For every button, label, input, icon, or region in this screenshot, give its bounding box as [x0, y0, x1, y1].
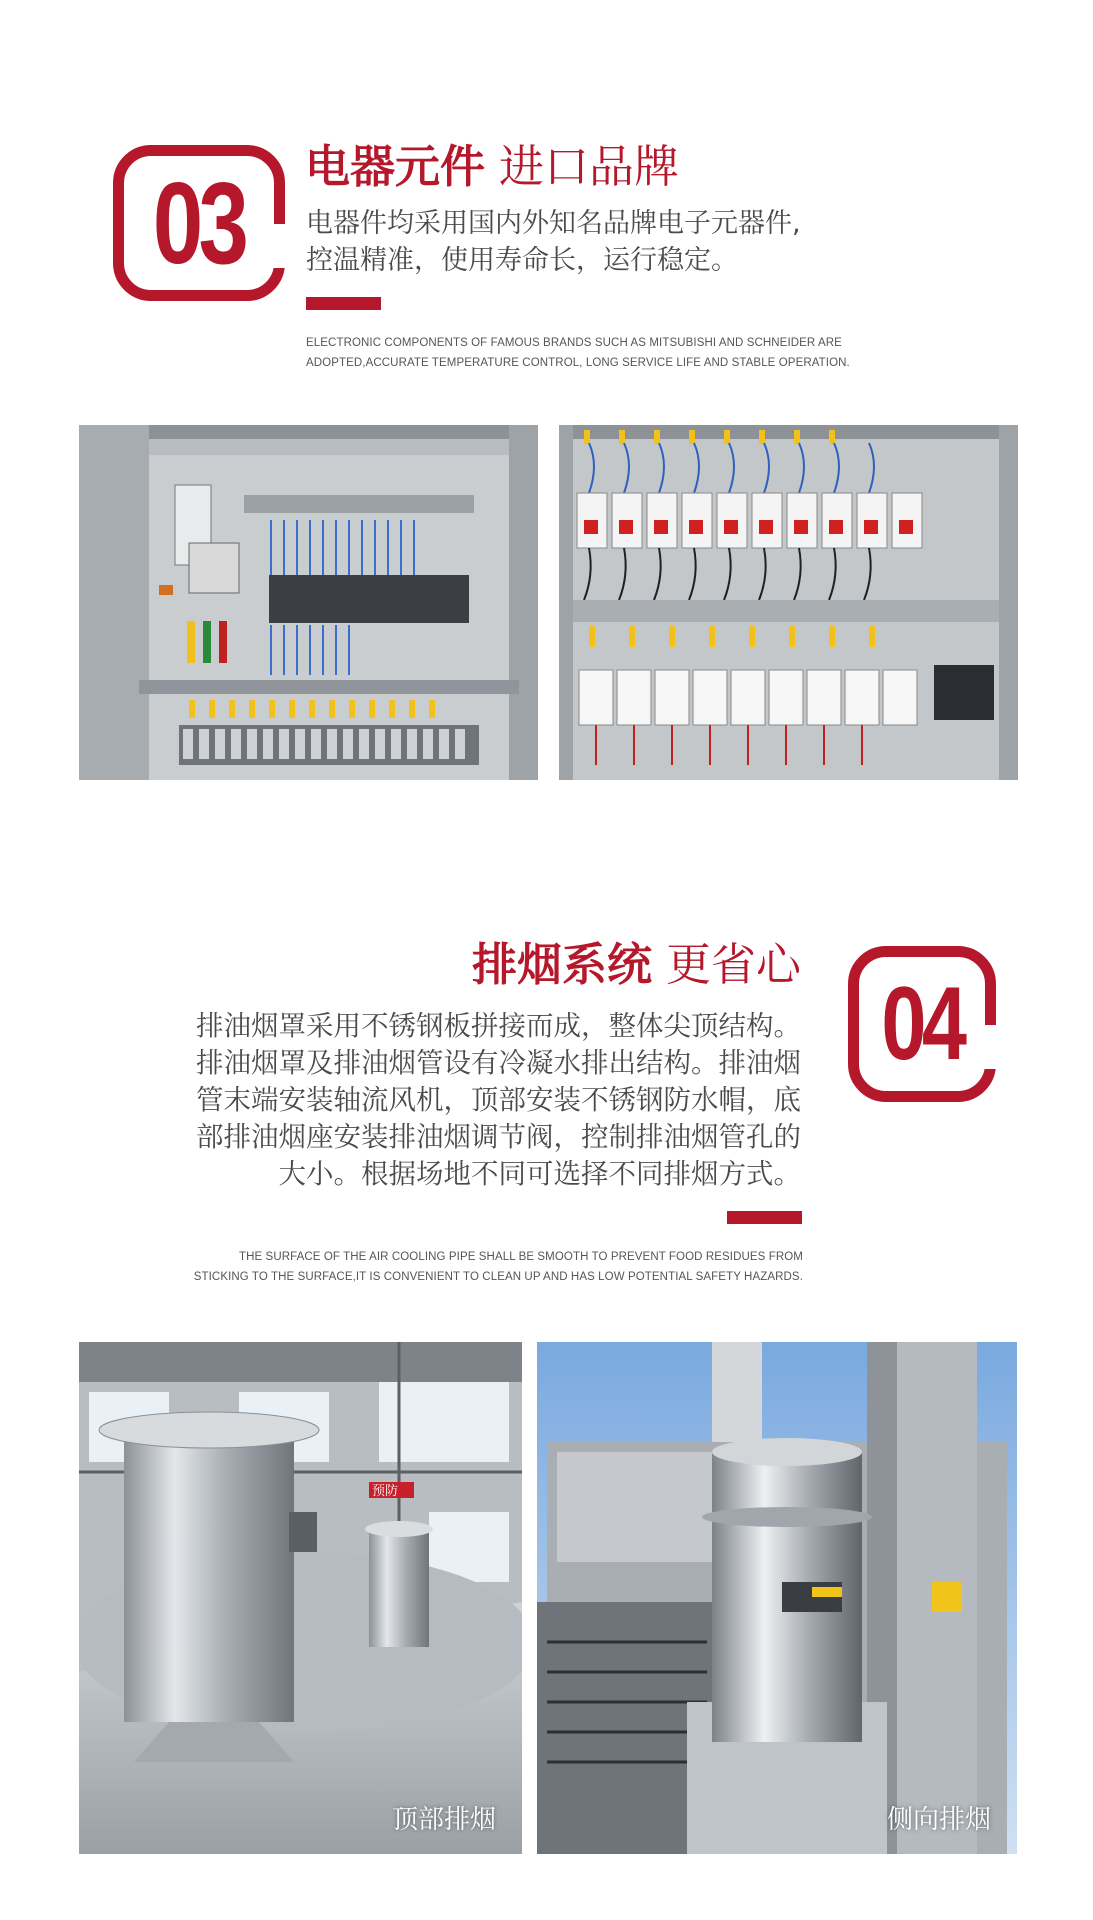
- section-04-title-light: 更省心: [665, 938, 801, 991]
- desc-line: 部排油烟座安装排油烟调节阀，控制排油烟管孔的: [196, 1121, 801, 1153]
- section-04-accent-bar: [727, 1211, 802, 1224]
- side-exhaust-caption: 侧向排烟: [886, 1805, 991, 1835]
- top-exhaust-photo: [79, 1342, 522, 1854]
- desc-line: 管末端安装轴流风机，顶部安装不锈钢防水帽，底: [196, 1084, 801, 1116]
- desc-line: 排油烟罩采用不锈钢板拼接而成，整体尖顶结构。: [196, 1010, 801, 1042]
- desc-line: 控温精准，使用寿命长，运行稳定。: [306, 245, 738, 276]
- section-03-title-light: 进口品牌: [499, 140, 680, 193]
- en-line: ELECTRONIC COMPONENTS OF FAMOUS BRANDS SUCH AS MITSUBISHI AND SCHNEIDER ARE: [306, 337, 842, 349]
- electrical-cabinet-photo-left: [79, 425, 538, 780]
- section-03-english-text: [306, 333, 850, 373]
- warning-sign-text: 预防: [372, 1484, 399, 1499]
- desc-line: 排油烟罩及排油烟管设有冷凝水排出结构。排油烟: [196, 1047, 801, 1079]
- section-03-number: 03: [153, 158, 245, 288]
- electrical-cabinet-photo-right: [559, 425, 1018, 780]
- section-04-number: 04: [881, 966, 963, 1082]
- section-04-number-badge: [848, 946, 996, 1102]
- section-03-title: [305, 140, 680, 193]
- section-04-title: [471, 938, 801, 991]
- section-03-description: [306, 205, 801, 279]
- section-03-number-badge: [113, 145, 285, 301]
- section-04-description: [161, 1008, 801, 1193]
- en-line: THE SURFACE OF THE AIR COOLING PIPE SHALL BE SMOOTH TO PREVENT FOOD RESIDUES FROM: [238, 1251, 803, 1263]
- section-03-title-bold: 电器元件: [305, 140, 486, 193]
- desc-line: 电器件均采用国内外知名品牌电子元器件,: [306, 208, 801, 239]
- en-line: ADOPTED,ACCURATE TEMPERATURE CONTROL, LONG SERVICE LIFE AND STABLE OPERATION.: [306, 357, 850, 369]
- side-exhaust-photo: [537, 1342, 1017, 1854]
- top-exhaust-caption: 顶部排烟: [391, 1805, 496, 1835]
- en-line: STICKING TO THE SURFACE,IT IS CONVENIENT TO CLEAN UP AND HAS LOW POTENTIAL SAFETY HAZARDS.: [193, 1271, 803, 1283]
- section-04-title-bold: 排烟系统: [471, 938, 652, 991]
- desc-line: 大小。根据场地不同可选择不同排烟方式。: [278, 1158, 801, 1190]
- section-03-accent-bar: [306, 297, 381, 310]
- section-04-english-text: [194, 1247, 803, 1287]
